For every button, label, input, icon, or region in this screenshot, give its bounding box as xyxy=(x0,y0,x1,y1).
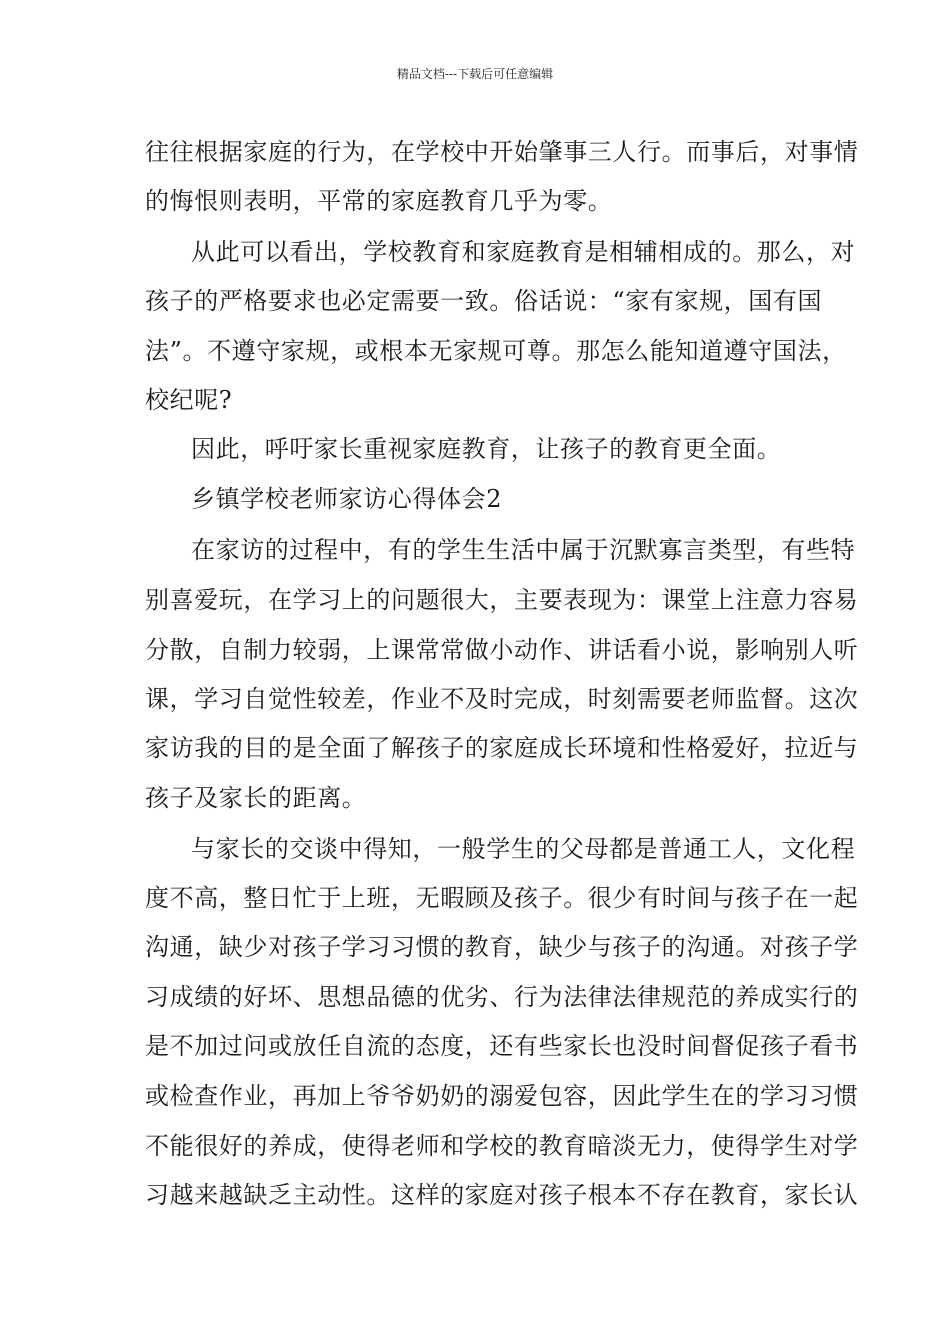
section-heading: 乡镇学校老师家访心得体会2 xyxy=(191,485,503,513)
text-line: 往往根据家庭的行为，在学校中开始肇事三人行。而事后，对事情 xyxy=(145,138,859,166)
text-line: 课，学习自觉性较差，作业不及时完成，时刻需要老师监督。这次 xyxy=(145,685,859,713)
text-line: 是不加过问或放任自流的态度，还有些家长也没时间督促孩子看书 xyxy=(145,1032,859,1060)
text-line: 与家长的交谈中得知，一般学生的父母都是普通工人，文化程 xyxy=(191,835,856,863)
text-line: 孩子及家长的距离。 xyxy=(145,784,367,812)
text-line: 沟通，缺少对孩子学习习惯的教育，缺少与孩子的沟通。对孩子学 xyxy=(145,933,859,961)
text-line: 习成绩的好坏、思想品德的优劣、行为法律法律规范的养成实行的 xyxy=(145,983,859,1011)
text-line: 分散，自制力较弱，上课常常做小动作、讲话看小说，影响别人听 xyxy=(145,636,859,664)
text-line: 别喜爱玩，在学习上的问题很大，主要表现为：课堂上注意力容易 xyxy=(145,586,859,614)
text-line: 不能很好的养成，使得老师和学校的教育暗淡无力，使得学生对学 xyxy=(145,1132,859,1160)
text-line: 家访我的目的是全面了解孩子的家庭成长环境和性格爱好，拉近与 xyxy=(145,734,859,762)
text-line: 度不高，整日忙于上班，无暇顾及孩子。很少有时间与孩子在一起 xyxy=(145,884,859,912)
text-line: 法”。不遵守家规，或根本无家规可尊。那怎么能知道遵守国法， xyxy=(145,337,847,365)
text-line: 的悔恨则表明，平常的家庭教育几乎为零。 xyxy=(145,187,613,215)
text-line: 从此可以看出，学校教育和家庭教育是相辅相成的。那么，对 xyxy=(191,238,856,266)
text-line: 习越来越缺乏主动性。这样的家庭对孩子根本不存在教育，家长认 xyxy=(145,1181,859,1209)
text-line: 孩子的严格要求也必定需要一致。俗话说：“家有家规，国有国 xyxy=(145,287,823,315)
text-line: 校纪呢? xyxy=(145,386,233,414)
text-line: 在家访的过程中，有的学生生活中属于沉默寡言类型，有些特 xyxy=(191,536,856,564)
text-line: 或检查作业，再加上爷爷奶奶的溺爱包容，因此学生在的学习习惯 xyxy=(145,1082,859,1110)
text-line: 因此，呼吁家长重视家庭教育，让孩子的教育更全面。 xyxy=(191,435,782,463)
page-header: 精品文档---下载后可任意编辑 xyxy=(396,67,554,81)
